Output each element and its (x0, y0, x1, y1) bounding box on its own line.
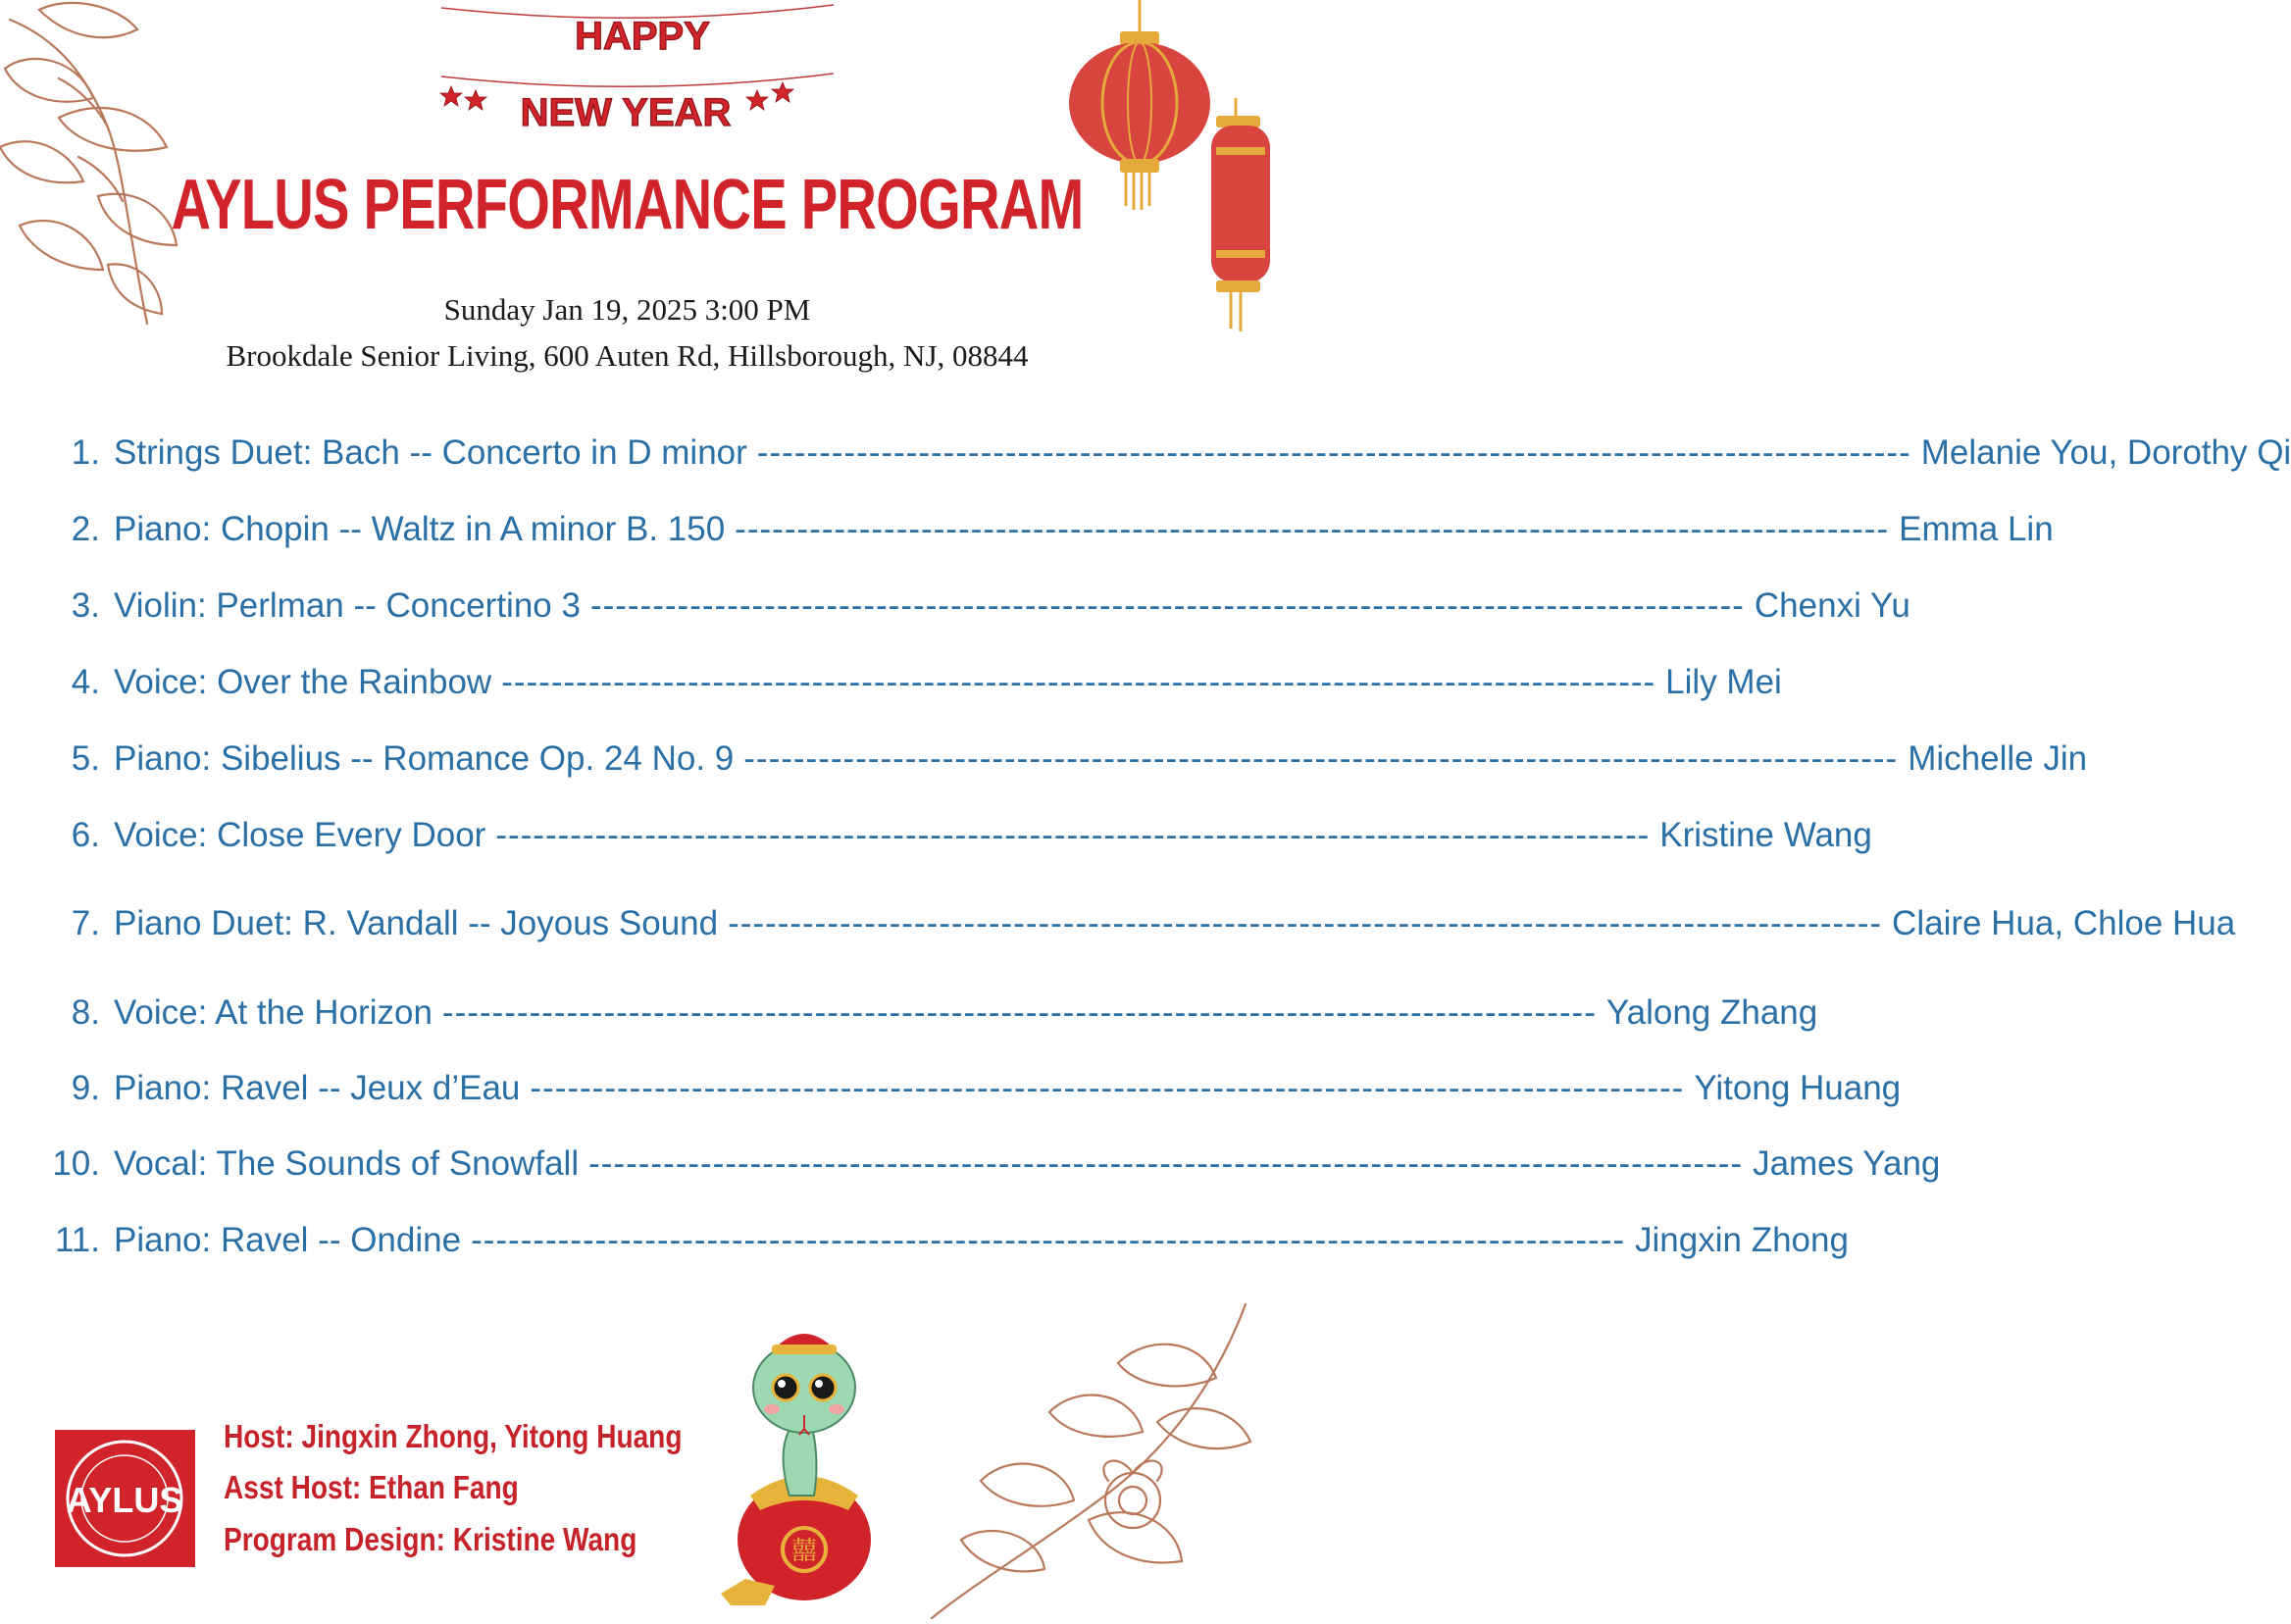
happy-new-year-banner (441, 0, 834, 147)
item-piece: Voice: Over the Rainbow (114, 663, 492, 701)
design-credit: Program Design: Kristine Wang (224, 1521, 637, 1557)
item-piece: Piano: Ravel -- Jeux d’Eau (114, 1069, 521, 1107)
snake-lucky-bag-icon (721, 1319, 878, 1613)
program-item (49, 510, 2054, 561)
dot-leader: --------------------------------------------------------------------------------------------- (743, 739, 1899, 778)
dot-leader: --------------------------------------------------------------------------------------------- (735, 510, 1890, 548)
dot-leader: --------------------------------------------------------------------------------------------- (756, 433, 1911, 472)
flower-branch-icon (922, 1304, 1254, 1624)
dot-leader: --------------------------------------------------------------------------------------------- (588, 1144, 1744, 1183)
logo-text: AYLUS (66, 1480, 183, 1520)
dot-leader: --------------------------------------------------------------------------------------------- (728, 904, 1883, 942)
item-performer: Melanie You, Dorothy Qi (1920, 433, 2291, 472)
item-performer: Jingxin Zhong (1635, 1221, 1849, 1259)
program-item (49, 663, 1782, 714)
item-performer: James Yang (1753, 1144, 1941, 1183)
item-performer: Lily Mei (1665, 663, 1782, 701)
aylus-logo (55, 1430, 195, 1567)
program-item (49, 1221, 1849, 1272)
item-piece: Strings Duet: Bach -- Concerto in D minor (114, 433, 747, 472)
item-piece: Piano: Sibelius -- Romance Op. 24 No. 9 (114, 739, 735, 778)
banner-new-year-text: NEW YEAR (520, 91, 732, 134)
item-piece: Piano: Ravel -- Ondine (114, 1221, 462, 1259)
dot-leader: --------------------------------------------------------------------------------------------- (471, 1221, 1626, 1259)
item-piece: Voice: At the Horizon (114, 993, 433, 1032)
item-number: 5. (71, 739, 100, 778)
program-item (49, 739, 2088, 790)
program-item (49, 816, 1872, 867)
item-performer: Michelle Jin (1908, 739, 2088, 778)
banner-happy-text: HAPPY (575, 15, 710, 58)
item-performer: Chenxi Yu (1754, 586, 1910, 625)
item-number: 11. (54, 1221, 100, 1259)
program-item (49, 904, 2236, 955)
item-performer: Yitong Huang (1694, 1069, 1902, 1107)
item-piece: Piano: Chopin -- Waltz in A minor B. 150 (114, 510, 726, 548)
dot-leader: --------------------------------------------------------------------------------------------- (589, 586, 1745, 625)
item-number: 9. (71, 1069, 100, 1107)
host-credit: Host: Jingxin Zhong, Yitong Huang (224, 1418, 683, 1454)
item-number: 10. (52, 1144, 100, 1183)
item-number: 1. (71, 433, 100, 472)
item-performer: Emma Lin (1899, 510, 2054, 548)
event-venue: Brookdale Senior Living, 600 Auten Rd, Hillsborough, NJ, 08844 (226, 338, 1029, 373)
event-date: Sunday Jan 19, 2025 3:00 PM (443, 292, 811, 327)
item-piece: Voice: Close Every Door (114, 816, 486, 854)
dot-leader: --------------------------------------------------------------------------------------------- (441, 993, 1597, 1032)
item-piece: Violin: Perlman -- Concertino 3 (114, 586, 581, 625)
program-item (49, 586, 1910, 637)
item-performer: Claire Hua, Chloe Hua (1892, 904, 2236, 942)
item-number: 2. (71, 510, 100, 548)
program-item (49, 1144, 1941, 1195)
item-number: 6. (71, 816, 100, 854)
dot-leader: --------------------------------------------------------------------------------------------- (501, 663, 1656, 701)
item-number: 3. (71, 586, 100, 625)
program-item (49, 993, 1818, 1044)
item-number: 7. (71, 904, 100, 942)
program-item (49, 433, 2291, 484)
svg-text:囍: 囍 (790, 1537, 818, 1566)
item-number: 4. (71, 663, 100, 701)
asst-host-credit: Asst Host: Ethan Fang (224, 1469, 519, 1505)
item-piece: Vocal: The Sounds of Snowfall (114, 1144, 580, 1183)
program-title: AYLUS PERFORMANCE PROGRAM (171, 166, 1084, 244)
item-number: 8. (71, 993, 100, 1032)
item-performer: Yalong Zhang (1605, 993, 1818, 1032)
item-piece: Piano Duet: R. Vandall -- Joyous Sound (114, 904, 719, 942)
item-performer: Kristine Wang (1659, 816, 1872, 854)
dot-leader: --------------------------------------------------------------------------------------------- (495, 816, 1651, 854)
aylus-seal-icon (55, 1430, 195, 1567)
dot-leader: --------------------------------------------------------------------------------------------- (530, 1069, 1685, 1107)
program-item (49, 1069, 1902, 1120)
